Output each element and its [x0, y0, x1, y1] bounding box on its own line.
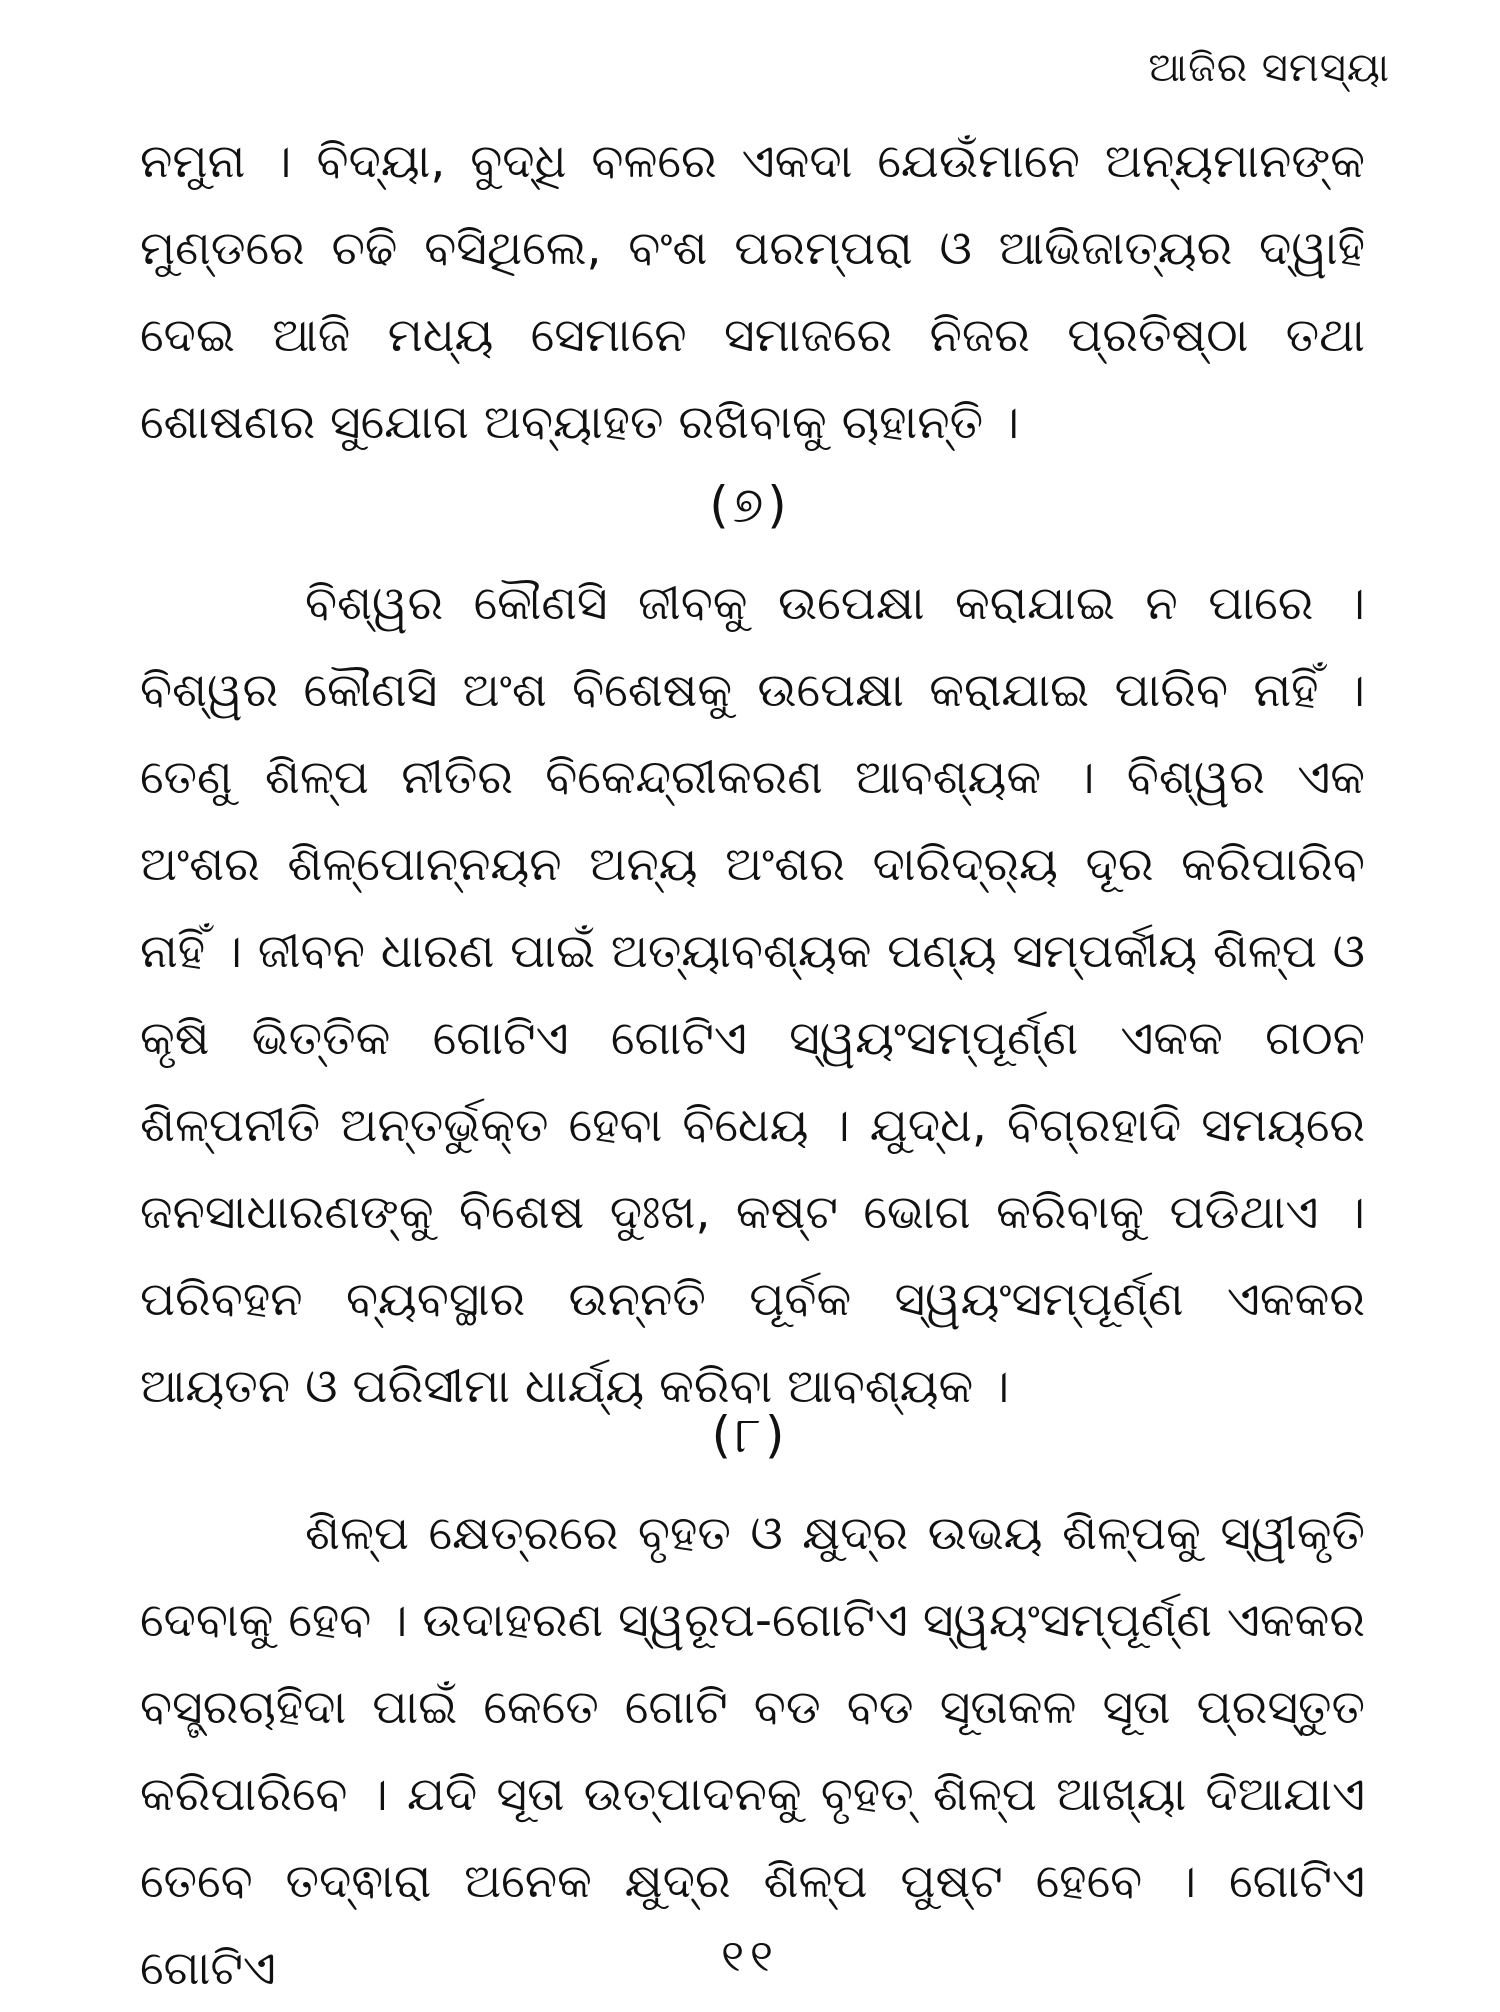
section-heading-7: (୭) [709, 476, 791, 534]
section-heading-8: (୮) [711, 1406, 789, 1464]
page-number: ୧୧ [721, 1931, 779, 1982]
paragraph-intro: ନମୁନା । ବିଦ୍ୟା, ବୁଦ୍ଧି ବଳରେ ଏକଦା ଯେଉଁମାନେ ଅନ୍ୟମାନଙ୍କ ମୁଣ୍ଡରେ ଚଢି ବସିଥିଲେ, ବଂଶ ପରମ୍ପରା ଓ ଆଭିଜାତ୍ୟର ଦ୍ୱାହି ଦେଇ ଆଜି ମଧ୍ୟ ସେମାନେ ସମାଜରେ ନିଜର ପ୍ରତିଷ୍ଠା ତଥା ଶୋଷଣର ସୁଯୋଗ ଅବ୍ୟାହତ ରଖିବାକୁ ଚାହାନ୍ତି । [140, 134, 1365, 450]
running-head: ଆଜିର ସମସ୍ୟା [1148, 45, 1390, 91]
paragraph-section-7: ବିଶ୍ୱର କୌଣସି ଜୀବକୁ ଉପେକ୍ଷା କରାଯାଇ ନ ପାରେ । ବିଶ୍ୱର କୌଣସି ଅଂଶ ବିଶେଷକୁ ଉପେକ୍ଷା କରାଯାଇ ପାରିବ ନାହିଁ । ତେଣୁ ଶିଳ୍ପ ନୀତିର ବିକେନ୍ଦ୍ରୀକରଣ ଆବଶ୍ୟକ । ବିଶ୍ୱର ଏକ ଅଂଶର ଶିଳ୍ପୋନ୍ନୟନ ଅନ୍ୟ ଅଂଶର ଦାରିଦ୍ର୍ୟ ଦୂର କରିପାରିବ ନାହିଁ । ଜୀବନ ଧାରଣ ପାଇଁ ଅତ୍ୟାବଶ୍ୟକ ପଣ୍ୟ ସମ୍ପର୍କୀୟ ଶିଳ୍ପ ଓ କୃଷି ଭିତ୍ତିକ ଗୋଟିଏ ଗୋଟିଏ ସ୍ୱୟଂସମ୍ପୂର୍ଣ୍ଣ ଏକକ ଗଠନ ଶିଳ୍ପନୀତି ଅନ୍ତର୍ଭୁକ୍ତ ହେବା ବିଧେୟ । ଯୁଦ୍ଧ, ବିଗ୍ରହାଦି ସମୟରେ ଜନସାଧାରଣଙ୍କୁ ବିଶେଷ ଦୁଃଖ, କଷ୍ଟ ଭୋଗ କରିବାକୁ ପଡିଥାଏ । ପରିବହନ ବ୍ୟବସ୍ଥାର ଉନ୍ନତି ପୂର୍ବକ ସ୍ୱୟଂସମ୍ପୂର୍ଣ୍ଣ ଏକକର ଆୟତନ ଓ ପରିସୀମା ଧାର୍ଯ୍ୟ କରିବା ଆବଶ୍ୟକ । [140, 576, 1365, 1414]
paragraph-section-8: ଶିଳ୍ପ କ୍ଷେତ୍ରରେ ବୃହତ ଓ କ୍ଷୁଦ୍ର ଉଭୟ ଶିଳ୍ପକୁ ସ୍ୱୀକୃତି ଦେବାକୁ ହେବ । ଉଦାହରଣ ସ୍ୱରୂପ-ଗୋଟିଏ ସ୍ୱୟଂସମ୍ପୂର୍ଣ୍ଣ ଏକକର ବସ୍ତ୍ରଚାହିଦା ପାଇଁ କେତେ ଗୋଟି ବଡ ବଡ ସୂତାକଳ ସୂତା ପ୍ରସ୍ତୁତ କରିପାରିବେ । ଯଦି ସୂତା ଉତ୍ପାଦନକୁ ବୃହତ୍ ଶିଳ୍ପ ଆଖ୍ୟା ଦିଆଯାଏ ତେବେ ତଦ୍ଵାରା ଅନେକ କ୍ଷୁଦ୍ର ଶିଳ୍ପ ପୁଷ୍ଟ ହେବେ । ଗୋଟିଏ ଗୋଟିଏ [140, 1506, 1365, 1996]
